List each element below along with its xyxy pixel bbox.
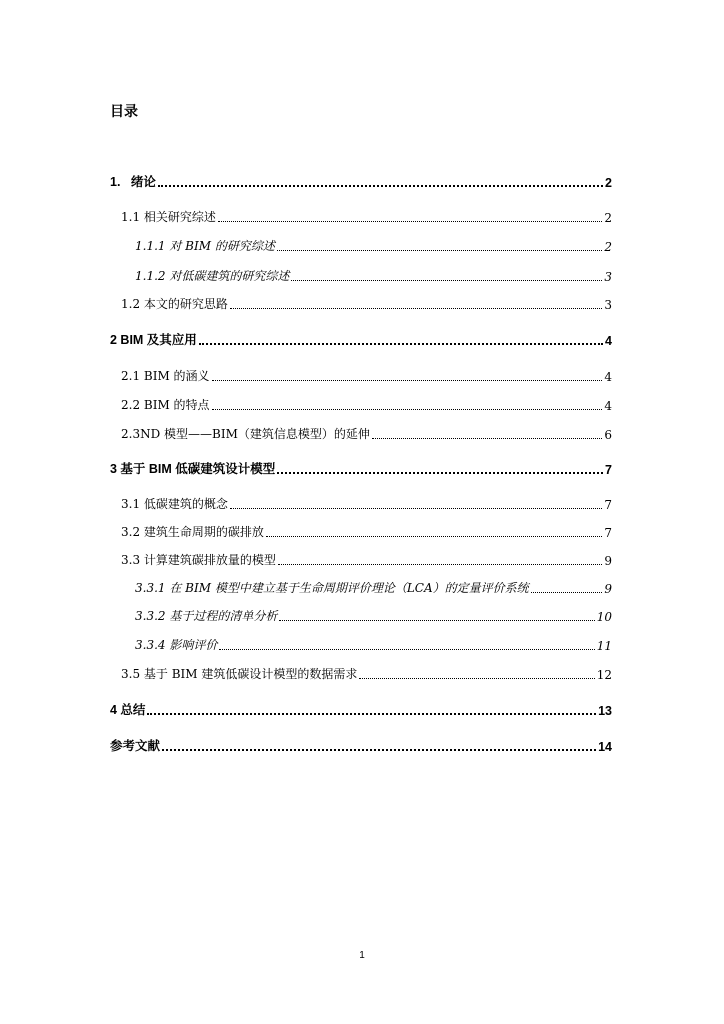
toc-entry[interactable] (110, 459, 612, 477)
toc-leader-dots (147, 712, 596, 715)
toc-leader-dots (219, 648, 594, 650)
toc-leader-dots (277, 471, 603, 474)
toc-leader-dots (266, 535, 602, 537)
toc-entry[interactable] (110, 172, 612, 190)
toc-entry[interactable] (121, 294, 612, 312)
toc-entry[interactable] (121, 494, 612, 512)
toc-entry-page: 13 (598, 704, 612, 718)
toc-entry-page: 6 (604, 428, 612, 442)
toc-entry[interactable] (135, 236, 612, 254)
toc-entry[interactable] (110, 700, 612, 718)
toc-leader-dots (162, 748, 596, 751)
toc-entry-title: 参考文献 (110, 739, 161, 753)
toc-title: 目录 (110, 103, 138, 119)
toc-entry-title: 4 总结 (110, 703, 146, 717)
toc-leader-dots (212, 408, 603, 410)
toc-entry[interactable] (135, 635, 612, 653)
toc-entry-page: 9 (604, 582, 612, 596)
toc-entry-title: 3.5 基于 BIM 建筑低碳设计模型的数据需求 (121, 667, 358, 681)
toc-entry-page: 3 (604, 270, 612, 284)
toc-entry[interactable] (110, 330, 612, 348)
toc-leader-dots (199, 342, 603, 345)
page-number: 1 (359, 950, 365, 961)
toc-entry-page: 4 (604, 370, 612, 384)
toc-entry[interactable] (121, 366, 612, 384)
toc-entry-title: 1.1 相关研究综述 (121, 210, 216, 224)
toc-entry-page: 12 (596, 668, 612, 682)
toc-entry-page: 7 (604, 526, 612, 540)
toc-entry-title: 2.1 BIM 的涵义 (121, 369, 210, 383)
toc-entry[interactable] (121, 395, 612, 413)
toc-entry-page: 9 (604, 554, 612, 568)
toc-leader-dots (218, 220, 602, 222)
toc-entry[interactable] (121, 522, 612, 540)
toc-leader-dots (277, 249, 603, 251)
toc-entry-title: 3.3 计算建筑碳排放量的模型 (121, 553, 276, 567)
toc-entry-title: 3.3.1 在 BIM 模型中建立基于生命周期评价理论（LCA）的定量评价系统 (135, 581, 529, 595)
toc-entry-page: 14 (598, 740, 612, 754)
toc-entry-page: 10 (596, 610, 612, 624)
toc-entry-page: 2 (604, 240, 612, 254)
toc-leader-dots (278, 563, 602, 565)
toc-entry-title: 3.3.2 基于过程的清单分析 (135, 609, 278, 623)
toc-entry-page: 2 (604, 211, 612, 225)
toc-leader-dots (230, 507, 602, 509)
toc-entry-title: 2 BIM 及其应用 (110, 333, 197, 347)
toc-leader-dots (359, 677, 594, 679)
toc-entry[interactable] (121, 664, 612, 682)
toc-entry-title: 2.3ND 模型——BIM（建筑信息模型）的延伸 (121, 427, 370, 441)
toc-entry[interactable] (121, 424, 612, 442)
toc-entry-page: 4 (604, 399, 612, 413)
toc-entry-title: 1.1.1 对 BIM 的研究综述 (135, 239, 275, 253)
toc-entry[interactable] (121, 207, 612, 225)
toc-leader-dots (158, 184, 603, 187)
toc-leader-dots (230, 307, 602, 309)
toc-leader-dots (291, 279, 602, 281)
toc-entry-page: 7 (604, 498, 612, 512)
toc-leader-dots (372, 437, 602, 439)
toc-entry[interactable] (121, 550, 612, 568)
toc-entry-page: 11 (596, 639, 612, 653)
toc-entry-title: 3 基于 BIM 低碳建筑设计模型 (110, 462, 276, 476)
toc-entry[interactable] (135, 578, 612, 596)
toc-entry-title: 1.2 本文的研究思路 (121, 297, 228, 311)
toc-entry-title: 2.2 BIM 的特点 (121, 398, 210, 412)
toc-leader-dots (279, 619, 594, 621)
toc-entry[interactable] (135, 266, 612, 284)
toc-entry-title: 3.3.4 影响评价 (135, 638, 218, 652)
toc-entry-page: 3 (604, 298, 612, 312)
toc-entry-title: 1.1.2 对低碳建筑的研究综述 (135, 269, 290, 283)
toc-leader-dots (531, 591, 603, 593)
toc-leader-dots (212, 379, 603, 381)
toc-entry-title: 1. 绪论 (110, 175, 156, 189)
toc-entry-page: 7 (605, 463, 612, 477)
toc-entry-title: 3.2 建筑生命周期的碳排放 (121, 525, 264, 539)
toc-entry-title: 3.1 低碳建筑的概念 (121, 497, 228, 511)
toc-entry[interactable] (135, 606, 612, 624)
toc-entry[interactable] (110, 736, 612, 754)
toc-entry-page: 2 (605, 176, 612, 190)
toc-entry-page: 4 (605, 334, 612, 348)
